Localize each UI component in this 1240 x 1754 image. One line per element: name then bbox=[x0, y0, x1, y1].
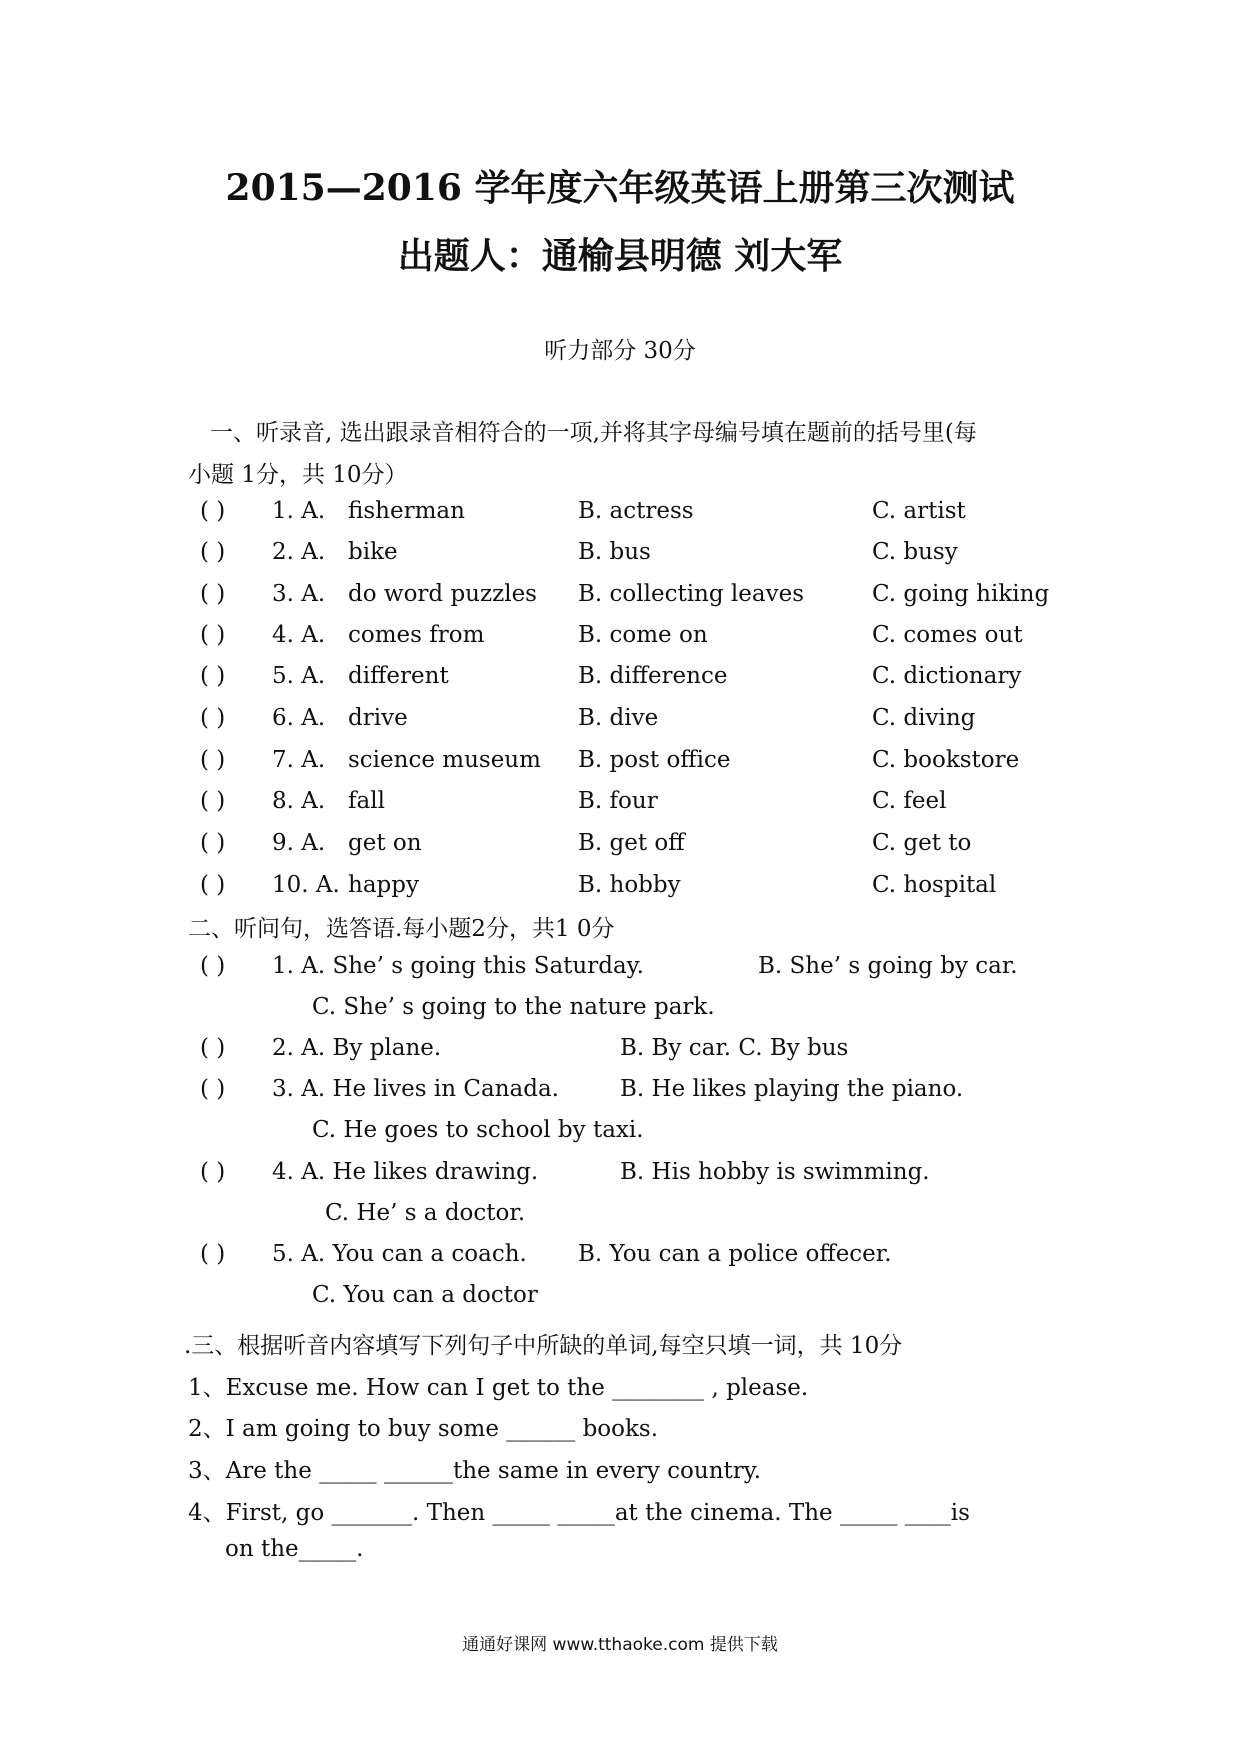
answer-blank[interactable]: ( ) bbox=[200, 872, 226, 898]
exam-author: 出题人：通榆县明德 刘大军 bbox=[397, 235, 843, 277]
option-line-a: 5. A. You can a coach. bbox=[272, 1241, 527, 1267]
item-number: 9. A. bbox=[272, 830, 326, 856]
option-c: C. bookstore bbox=[872, 747, 1020, 773]
section2-heading: 二、听问句，选答语.每小题2分，共1 0分 bbox=[188, 916, 615, 942]
item-number: 8. A. bbox=[272, 788, 326, 814]
option-c: C. dictionary bbox=[872, 663, 1022, 689]
option-a: do word puzzles bbox=[348, 581, 537, 607]
section3-question-2: 2、I am going to buy some ______ books. bbox=[188, 1416, 659, 1442]
option-c: C. comes out bbox=[872, 622, 1023, 648]
answer-blank[interactable]: ( ) bbox=[200, 1159, 226, 1185]
option-a: fisherman bbox=[348, 498, 465, 524]
answer-blank[interactable]: ( ) bbox=[200, 1035, 226, 1061]
answer-blank[interactable]: ( ) bbox=[200, 830, 226, 856]
option-a: comes from bbox=[348, 622, 485, 648]
answer-blank[interactable]: ( ) bbox=[200, 622, 226, 648]
option-b: B. actress bbox=[578, 498, 694, 524]
option-a: happy bbox=[348, 872, 419, 898]
section3-question-4-cont: on the_____. bbox=[225, 1536, 364, 1562]
item-number: 7. A. bbox=[272, 747, 326, 773]
item-number: 6. A. bbox=[272, 705, 326, 731]
option-line-a: 1. A. She’ s going this Saturday. bbox=[272, 953, 644, 979]
option-b: B. hobby bbox=[578, 872, 681, 898]
item-number: 2. A. bbox=[272, 539, 326, 565]
option-line-c: C. He’ s a doctor. bbox=[325, 1200, 526, 1226]
answer-blank[interactable]: ( ) bbox=[200, 498, 226, 524]
answer-blank[interactable]: ( ) bbox=[200, 788, 226, 814]
section3-question-1: 1、Excuse me. How can I get to the ________ , please. bbox=[188, 1375, 809, 1401]
section3-question-3: 3、Are the _____ ______the same in every country. bbox=[188, 1458, 762, 1484]
option-line-a: 3. A. He lives in Canada. bbox=[272, 1076, 559, 1102]
option-b: B. get off bbox=[578, 830, 685, 856]
option-c: C. artist bbox=[872, 498, 966, 524]
option-c: C. going hiking bbox=[872, 581, 1050, 607]
option-a: fall bbox=[348, 788, 385, 814]
page-footer: 通通好课网 www.tthaoke.com 提供下载 bbox=[462, 1635, 778, 1655]
answer-blank[interactable]: ( ) bbox=[200, 581, 226, 607]
option-b: B. dive bbox=[578, 705, 659, 731]
section1-heading-line1: 一、听录音, 选出跟录音相符合的一项,并将其字母编号填在题前的括号里(每 bbox=[210, 420, 977, 446]
exam-title: 2015—2016 学年度六年级英语上册第三次测试 bbox=[225, 167, 1015, 209]
listening-header: 听力部分 30分 bbox=[544, 338, 696, 364]
option-c: C. feel bbox=[872, 788, 947, 814]
option-a: different bbox=[348, 663, 449, 689]
answer-blank[interactable]: ( ) bbox=[200, 705, 226, 731]
option-b: B. collecting leaves bbox=[578, 581, 804, 607]
section3-heading: .三、根据听音内容填写下列句子中所缺的单词,每空只填一词，共 10分 bbox=[184, 1333, 903, 1359]
option-c: C. get to bbox=[872, 830, 972, 856]
option-a: science museum bbox=[348, 747, 541, 773]
option-line-b: B. He likes playing the piano. bbox=[620, 1076, 964, 1102]
item-number: 4. A. bbox=[272, 622, 326, 648]
option-line-b: B. You can a police offecer. bbox=[578, 1241, 892, 1267]
answer-blank[interactable]: ( ) bbox=[200, 663, 226, 689]
answer-blank[interactable]: ( ) bbox=[200, 953, 226, 979]
answer-blank[interactable]: ( ) bbox=[200, 539, 226, 565]
option-a: get on bbox=[348, 830, 422, 856]
option-b: B. four bbox=[578, 788, 658, 814]
item-number: 1. A. bbox=[272, 498, 326, 524]
option-c: C. diving bbox=[872, 705, 976, 731]
item-number: 5. A. bbox=[272, 663, 326, 689]
option-line-a: 2. A. By plane. bbox=[272, 1035, 442, 1061]
option-line-c: C. He goes to school by taxi. bbox=[312, 1117, 644, 1143]
option-line-c: C. She’ s going to the nature park. bbox=[312, 994, 715, 1020]
item-number: 3. A. bbox=[272, 581, 326, 607]
option-line-b: B. By car. C. By bus bbox=[620, 1035, 849, 1061]
option-line-a: 4. A. He likes drawing. bbox=[272, 1159, 539, 1185]
answer-blank[interactable]: ( ) bbox=[200, 1241, 226, 1267]
item-number: 10. A. bbox=[272, 872, 340, 898]
option-b: B. post office bbox=[578, 747, 731, 773]
answer-blank[interactable]: ( ) bbox=[200, 1076, 226, 1102]
option-b: B. bus bbox=[578, 539, 651, 565]
section1-heading-line2: 小题 1分，共 10分） bbox=[188, 462, 408, 488]
option-line-b: B. His hobby is swimming. bbox=[620, 1159, 930, 1185]
answer-blank[interactable]: ( ) bbox=[200, 747, 226, 773]
option-c: C. busy bbox=[872, 539, 958, 565]
option-c: C. hospital bbox=[872, 872, 997, 898]
option-line-b: B. She’ s going by car. bbox=[758, 953, 1018, 979]
option-a: bike bbox=[348, 539, 398, 565]
option-b: B. difference bbox=[578, 663, 728, 689]
option-b: B. come on bbox=[578, 622, 708, 648]
section3-question-4: 4、First, go _______. Then _____ _____at the cinema. The _____ ____is bbox=[188, 1500, 970, 1526]
option-line-c: C. You can a doctor bbox=[312, 1282, 538, 1308]
option-a: drive bbox=[348, 705, 408, 731]
